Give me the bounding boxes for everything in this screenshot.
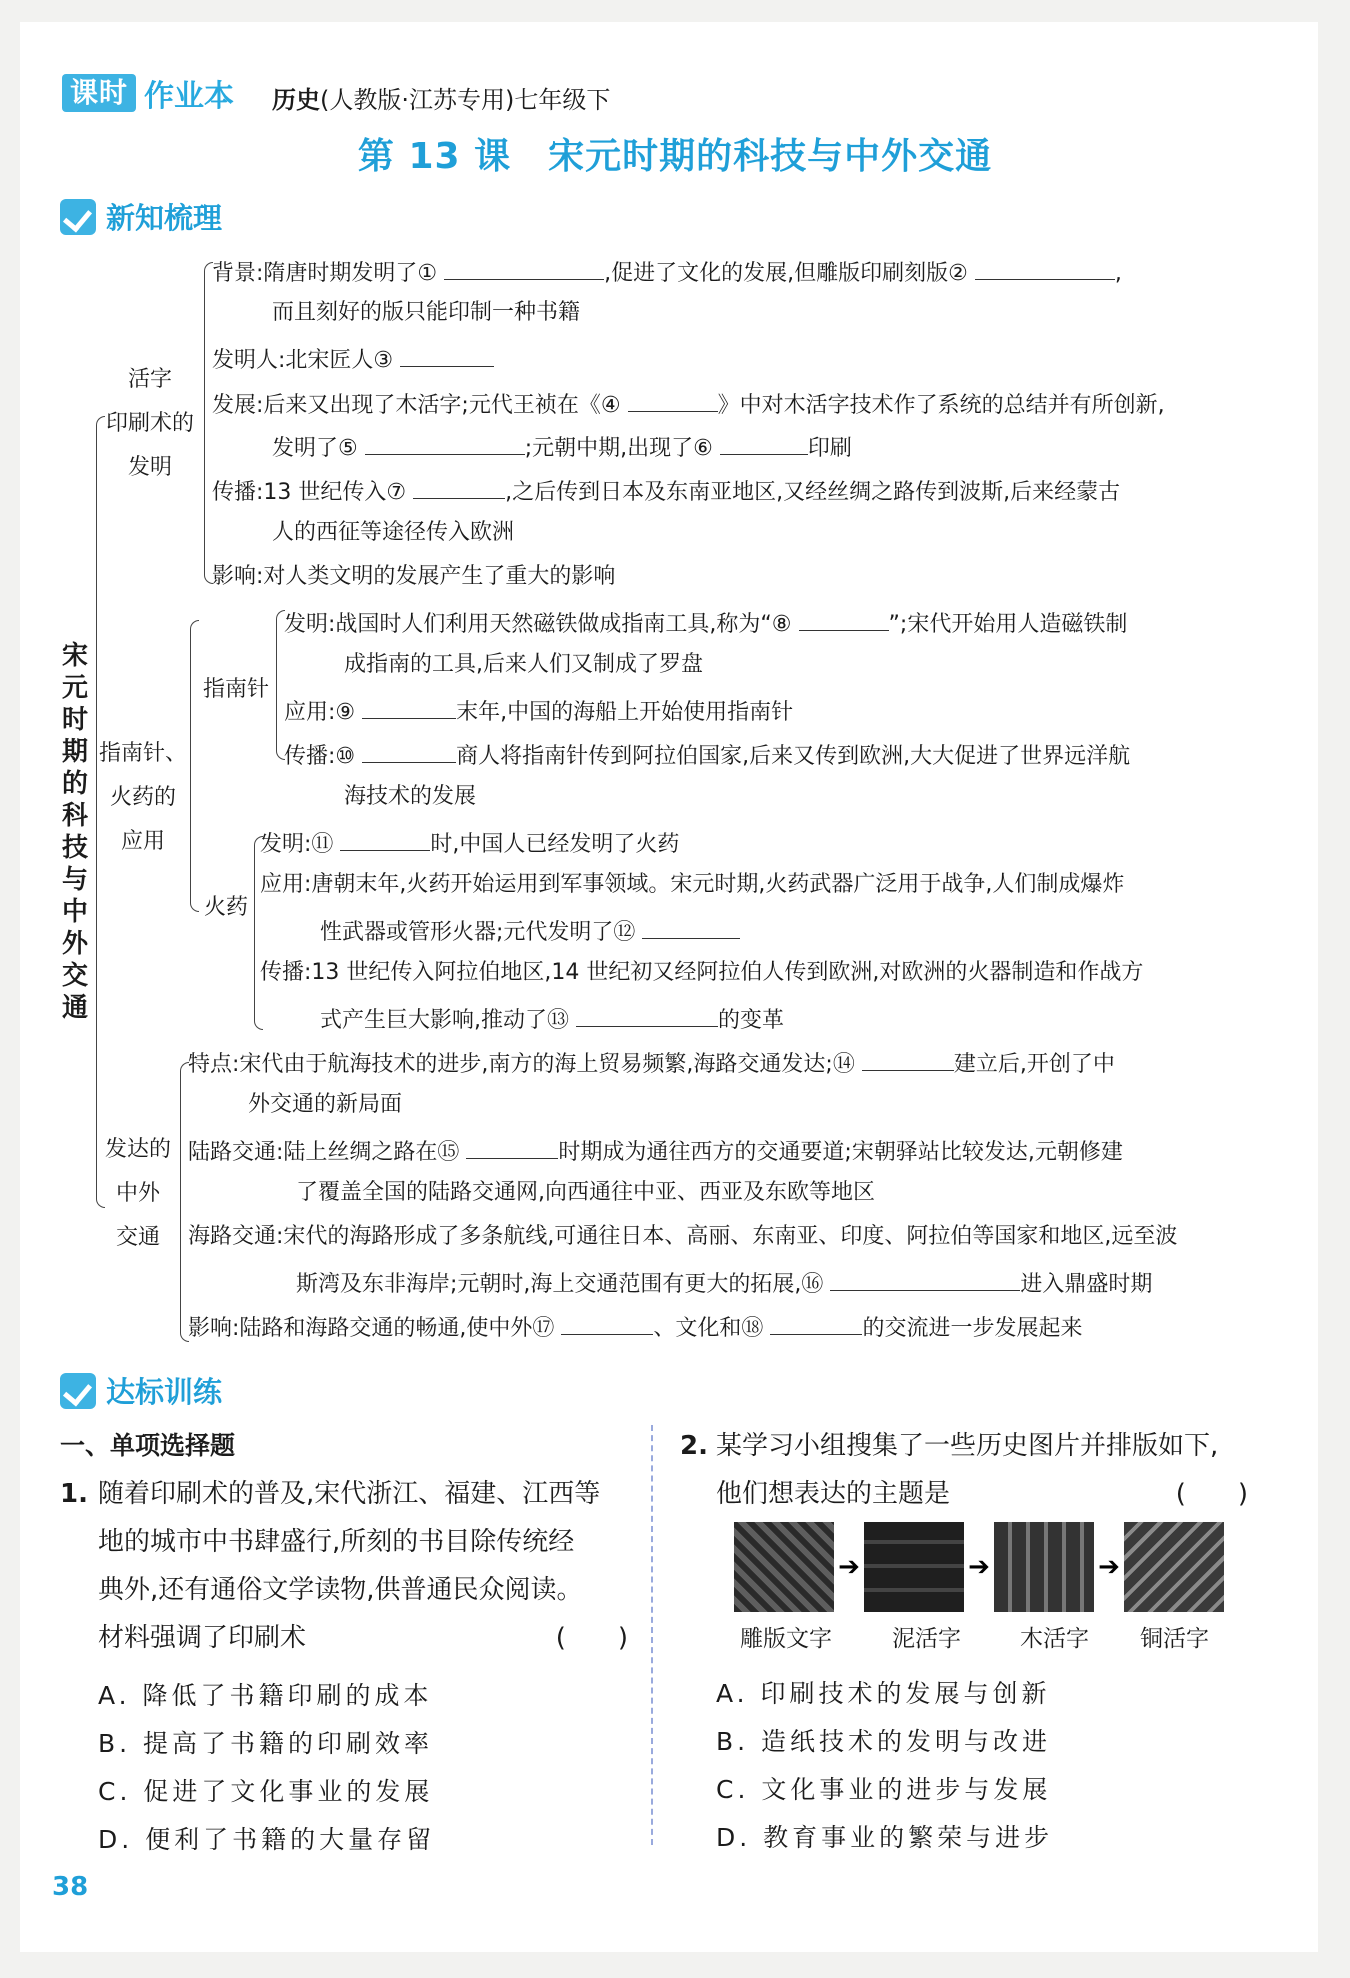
text: 性武器或管形火器;元代发明了⑫ [320, 920, 636, 945]
text: 传播:13 世纪传入⑦ [212, 480, 407, 505]
map-line [284, 694, 793, 728]
map-line: 了覆盖全国的陆路交通网,向西通往中亚、西亚及东欧等地区 [296, 1180, 875, 1205]
stem-line-last [716, 1470, 1256, 1518]
stem-line: 他们想表达的主题是 [716, 1479, 951, 1509]
map-line [320, 914, 740, 948]
text: 的变革 [718, 1008, 785, 1033]
text: ;元朝中期,出现了⑥ [524, 436, 713, 461]
q1-option-c[interactable]: C. 促进了文化事业的发展 [98, 1777, 434, 1806]
printing-image-strip [734, 1522, 1224, 1612]
text: 末年,中国的海船上开始使用指南针 [456, 700, 794, 725]
blank-11[interactable] [340, 826, 430, 851]
text: 发明:⑪ [260, 832, 334, 857]
blank-4[interactable] [628, 387, 718, 412]
edition: (人教版·江苏专用)七年级下 [320, 86, 611, 114]
text: 商人将指南针传到阿拉伯国家,后来又传到欧洲,大大促进了世界远洋航 [456, 744, 1131, 769]
map-line: 应用:唐朝末年,火药开始运用到军事领域。宋元时期,火药武器广泛用于战争,人们制成爆炸 [260, 872, 1125, 897]
page-number: 38 [52, 1872, 89, 1902]
cat-line: 活字 [127, 367, 172, 392]
cat-line: 指南针、 [98, 741, 187, 766]
stem-line-last [98, 1614, 638, 1662]
q-num: 1. [60, 1479, 88, 1509]
text: 印刷 [807, 436, 852, 461]
answer-paren[interactable]: ( ) [555, 1623, 628, 1653]
lesson-title: 第 13 课 宋元时期的科技与中外交通 [357, 136, 993, 177]
arrow-right-icon: ➔ [1098, 1552, 1120, 1582]
q1-option-b[interactable]: B. 提高了书籍的印刷效率 [98, 1729, 434, 1758]
vt-char: 外 [61, 929, 88, 959]
stem-line: 地的城市中书肆盛行,所刻的书目除传统经 [98, 1527, 575, 1557]
vt-char: 元 [61, 673, 88, 703]
vt-char: 科 [61, 801, 88, 831]
bronze-type-image [1124, 1522, 1224, 1612]
caption-bronze: 铜活字 [1140, 1626, 1209, 1652]
vt-char: 技 [61, 833, 88, 863]
map-line: 海技术的发展 [344, 784, 477, 809]
text: 发展:后来又出现了木活字;元代王祯在《④ [212, 393, 621, 418]
text: 进入鼎盛时期 [1020, 1272, 1153, 1297]
map-line: 海路交通:宋代的海路形成了多条航线,可通往日本、高丽、东南亚、印度、阿拉伯等国家和地区,远至波 [188, 1224, 1178, 1249]
vt-char: 与 [61, 865, 88, 895]
cat-line: 印刷术的 [105, 411, 194, 436]
cat-line: 发达的 [104, 1137, 171, 1162]
caption-woodblock: 雕版文字 [740, 1626, 832, 1652]
brand-logo [62, 74, 234, 112]
q-num: 2. [680, 1431, 708, 1461]
map-line [320, 1002, 784, 1036]
question-1 [60, 1470, 88, 1518]
text: , [1114, 261, 1122, 286]
map-line [296, 1266, 1152, 1300]
q2-stem [716, 1422, 1256, 1518]
text: 应用:⑨ [284, 700, 356, 725]
map-line [212, 255, 1122, 289]
q2-option-b[interactable]: B. 造纸技术的发明与改进 [716, 1727, 1052, 1756]
map-line [284, 738, 1130, 772]
map-line: 人的西征等途径传入欧洲 [272, 520, 515, 545]
vt-char: 中 [61, 897, 88, 927]
woodblock-print-image [734, 1522, 834, 1612]
cat-line: 发明 [127, 455, 172, 480]
section-new-knowledge [60, 196, 222, 237]
map-line [212, 342, 494, 376]
q1-option-d[interactable]: D. 便利了书籍的大量存留 [98, 1825, 436, 1854]
text: 式产生巨大影响,推动了⑬ [320, 1008, 569, 1033]
text: ,之后传到日本及东南亚地区,又经丝绸之路传到波斯,后来经蒙古 [505, 480, 1121, 505]
text: 特点:宋代由于航海技术的进步,南方的海上贸易频繁,海路交通发达;⑭ [188, 1052, 855, 1077]
arrow-right-icon: ➔ [968, 1552, 990, 1582]
text: 发明人:北宋匠人③ [212, 348, 394, 373]
answer-paren[interactable]: ( ) [1175, 1479, 1248, 1509]
vt-char: 期 [61, 737, 88, 767]
vt-char: 交 [61, 961, 88, 991]
blank-6[interactable] [720, 430, 808, 455]
book-info [272, 80, 610, 115]
column-divider [651, 1425, 653, 1845]
map-line [188, 1310, 1082, 1344]
caption-wood: 木活字 [1020, 1626, 1089, 1652]
text: ,促进了文化的发展,但雕版印刷刻版② [604, 261, 968, 286]
subject: 历史 [272, 86, 320, 114]
stem-line: 典外,还有通俗文学读物,供普通民众阅读。 [98, 1575, 583, 1605]
q2-option-c[interactable]: C. 文化事业的进步与发展 [716, 1775, 1052, 1804]
text: 背景:隋唐时期发明了① [212, 261, 438, 286]
section-label: 达标训练 [106, 1375, 223, 1409]
blank-12[interactable] [642, 914, 740, 939]
text: 时,中国人已经发明了火药 [430, 832, 680, 857]
category-gunpowder: 火药 [203, 895, 248, 920]
text: 》中对木活字技术作了系统的总结并有所创新, [717, 393, 1165, 418]
vt-char: 时 [61, 705, 88, 735]
q2-option-d[interactable]: D. 教育事业的繁荣与进步 [716, 1823, 1054, 1852]
caption-clay: 泥活字 [892, 1626, 961, 1652]
cat-line: 交通 [115, 1225, 160, 1250]
text: 影响:陆路和海路交通的畅通,使中外⑰ [188, 1316, 555, 1341]
cat-line: 中外 [115, 1181, 160, 1206]
blank-18[interactable] [770, 1310, 862, 1335]
blank-9[interactable] [362, 694, 456, 719]
vt-char: 的 [61, 769, 88, 799]
map-line: 影响:对人类文明的发展产生了重大的影响 [212, 564, 616, 589]
blank-15[interactable] [466, 1134, 558, 1159]
blank-13[interactable] [576, 1002, 718, 1027]
bracket-gunpowder [254, 836, 263, 1030]
pencil-icon [60, 1373, 96, 1409]
map-line: 而且刻好的版只能印制一种书籍 [272, 300, 581, 325]
q2-option-a[interactable]: A. 印刷技术的发展与创新 [716, 1679, 1051, 1708]
category-printing [96, 358, 204, 490]
section-practice [60, 1370, 222, 1411]
blank-7[interactable] [413, 474, 505, 499]
blank-10[interactable] [362, 738, 456, 763]
map-line [272, 430, 852, 464]
map-line [188, 1046, 1115, 1080]
section-label: 新知梳理 [106, 201, 223, 235]
blank-3[interactable] [400, 342, 494, 367]
text: 传播:⑩ [284, 744, 356, 769]
vt-char: 宋 [61, 641, 88, 671]
text: 斯湾及东非海岸;元朝时,海上交通范围有更大的拓展,⑯ [296, 1272, 824, 1297]
blank-17[interactable] [561, 1310, 653, 1335]
map-line [212, 387, 1165, 421]
map-line [212, 474, 1120, 508]
text: 建立后,开创了中 [953, 1052, 1115, 1077]
q1-option-a[interactable]: A. 降低了书籍印刷的成本 [98, 1681, 433, 1710]
logo-text: 作业本 [144, 79, 235, 114]
map-line: 传播:13 世纪传入阿拉伯地区,14 世纪初又经阿拉伯人传到欧洲,对欧洲的火器制造和作战方 [260, 960, 1144, 985]
bracket-traffic [180, 1062, 189, 1342]
text: 、文化和⑱ [653, 1316, 764, 1341]
stem-line: 某学习小组搜集了一些历史图片并排版如下, [716, 1431, 1219, 1461]
text: 发明:战国时人们利用天然磁铁做成指南工具,称为“⑧ [284, 612, 792, 637]
stem-line: 随着印刷术的普及,宋代浙江、福建、江西等 [98, 1479, 601, 1509]
blank-16[interactable] [830, 1266, 1020, 1291]
category-traffic [96, 1128, 180, 1260]
blank-1[interactable] [444, 255, 604, 280]
category-compass: 指南针 [202, 677, 269, 702]
vt-char: 通 [61, 993, 88, 1023]
text: 时期成为通往西方的交通要道;宋朝驿站比较发达,元朝修建 [558, 1140, 1123, 1165]
blank-8[interactable] [799, 606, 889, 631]
text: ”;宋代开始用人造磁铁制 [888, 612, 1128, 637]
arrow-right-icon: ➔ [838, 1552, 860, 1582]
cat-line: 应用 [120, 829, 165, 854]
text: 发明了⑤ [272, 436, 358, 461]
blank-14[interactable] [862, 1046, 954, 1071]
category-compass-gunpowder [94, 732, 192, 864]
checkbox-icon [60, 199, 96, 235]
map-line [260, 826, 679, 860]
map-line [188, 1134, 1123, 1168]
blank-2[interactable] [975, 255, 1115, 280]
text: 的交流进一步发展起来 [862, 1316, 1083, 1341]
clay-type-image [864, 1522, 964, 1612]
exercise-heading: 一、单项选择题 [60, 1431, 236, 1460]
map-line: 外交通的新局面 [248, 1092, 403, 1117]
wood-type-image [994, 1522, 1094, 1612]
cat-line: 火药的 [109, 785, 176, 810]
blank-5[interactable] [365, 430, 525, 455]
map-line: 成指南的工具,后来人们又制成了罗盘 [344, 652, 703, 677]
map-line [284, 606, 1127, 640]
logo-box: 课时 [62, 74, 136, 112]
vertical-topic [58, 640, 92, 1024]
question-2 [680, 1422, 708, 1470]
q1-stem [98, 1470, 638, 1662]
text: 陆路交通:陆上丝绸之路在⑮ [188, 1140, 460, 1165]
bracket-printing [204, 262, 213, 584]
stem-line: 材料强调了印刷术 [98, 1623, 307, 1653]
